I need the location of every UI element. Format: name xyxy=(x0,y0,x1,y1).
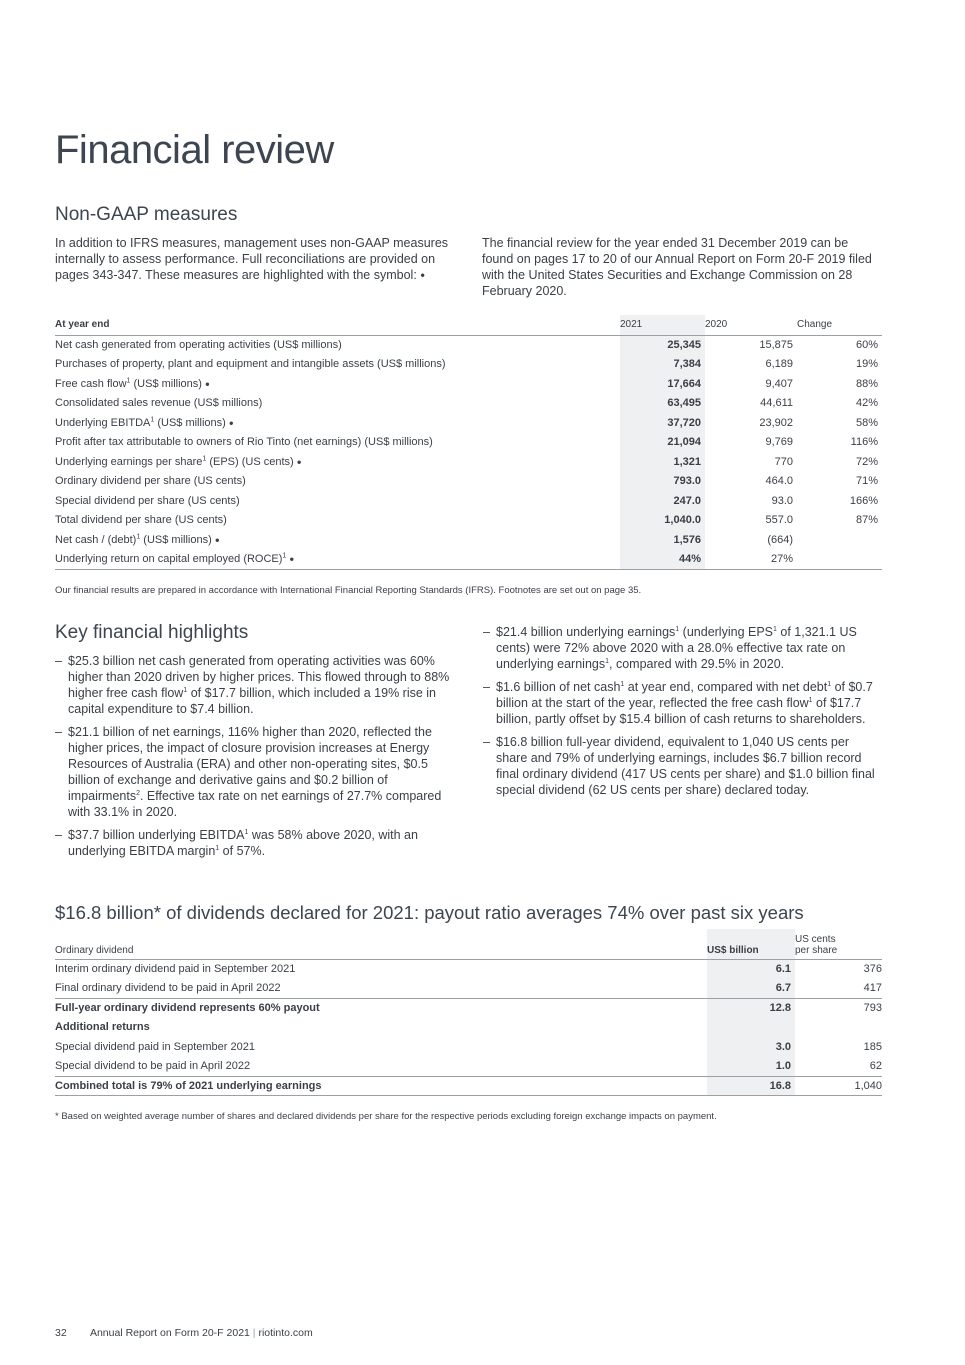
table-row xyxy=(55,335,882,355)
row-label-text: Underlying EBITDA xyxy=(55,416,151,429)
value-2021: 7,384 xyxy=(620,355,705,375)
highlight-text: (underlying EPS xyxy=(679,625,774,639)
dividend-label: Special dividend paid in September 2021 xyxy=(55,1040,255,1053)
value-2021: 44% xyxy=(620,550,705,570)
table-row xyxy=(55,1018,882,1038)
year-end-table xyxy=(55,315,882,570)
row-label-text: Ordinary dividend per share (US cents) xyxy=(55,475,246,488)
dividend-cents: 376 xyxy=(863,963,882,975)
highlight-text: $21.1 billion of net earnings, 116% higher than 2020, reflected the higher prices, the impact of closure provision increases at Energy Resources of Australia (ERA) and other non-operating sites, $0.5 billion of exchange and derivative gains and $0.2 billion of impairments xyxy=(68,725,432,803)
dividend-usd: 6.1 xyxy=(707,959,795,979)
dividend-label: Additional returns xyxy=(55,1021,150,1034)
prior-year-note: The financial review for the year ended 31 December 2019 can be found on pages 17 to 20 of our Annual Report on Form 20-F 2019 filed with the United States Securities and Exchange Commission on 28 February 2020. xyxy=(482,236,872,298)
table-row xyxy=(55,979,882,999)
row-label xyxy=(55,530,620,550)
row-label xyxy=(55,511,620,531)
table-row xyxy=(55,491,882,511)
value-2020: 557.0 xyxy=(765,514,793,527)
footnote-ref: 1 xyxy=(215,844,220,852)
row-label-suffix: (EPS) (US cents) xyxy=(206,455,294,468)
value-2020: 770 xyxy=(774,455,793,468)
highlight-text: at year end, compared with net debt xyxy=(624,680,828,694)
row-label xyxy=(55,491,620,511)
value-2021: 247.0 xyxy=(620,491,705,511)
div-col-header-cents xyxy=(795,929,882,959)
highlights-list-left xyxy=(55,653,455,866)
highlight-text: of 57%. xyxy=(219,844,266,858)
row-label xyxy=(55,335,620,355)
dividends-table xyxy=(55,929,882,1096)
highlight-item xyxy=(55,724,455,820)
value-2020: 9,407 xyxy=(765,377,793,390)
value-2021: 37,720 xyxy=(620,413,705,433)
non-gaap-intro xyxy=(55,235,455,284)
value-change xyxy=(797,550,882,570)
highlight-text: $25.3 billion net cash generated from operating activities was 60% higher than 2020 driven by higher prices. This flowed through to 88% higher free cash flow xyxy=(68,654,450,700)
table-row xyxy=(55,355,882,375)
highlight-item xyxy=(55,653,455,717)
row-label-text: Free cash flow xyxy=(55,377,127,390)
dividend-cents xyxy=(795,1018,882,1038)
page-number: 32 xyxy=(55,1327,67,1339)
value-2020: 9,769 xyxy=(765,436,793,449)
value-2021: 1,576 xyxy=(620,530,705,550)
row-label xyxy=(55,413,620,433)
table-row xyxy=(55,998,882,1018)
value-change: 58% xyxy=(855,416,878,429)
div-col-header-cents-line2: per share xyxy=(795,944,838,956)
value-change: 71% xyxy=(855,475,878,488)
row-label-text: Special dividend per share (US cents) xyxy=(55,494,240,507)
div-col-header-usd: US$ billion xyxy=(707,929,795,959)
dividend-cents: 417 xyxy=(863,982,882,994)
highlight-text: was 58% above 2020, with an underlying EBITDA margin xyxy=(68,828,418,858)
highlight-text: $1.6 billion of net cash xyxy=(496,680,621,694)
table-row xyxy=(55,550,882,570)
row-label xyxy=(55,433,620,453)
dividend-cents: 793 xyxy=(863,1002,882,1014)
value-2020: 27% xyxy=(770,553,793,565)
value-2021: 793.0 xyxy=(620,472,705,492)
value-2020: 93.0 xyxy=(771,494,793,507)
footnote-ref: 1 xyxy=(620,680,625,688)
col-header-2021: 2021 xyxy=(620,315,705,335)
report-name: Annual Report on Form 20-F 2021 xyxy=(89,1327,250,1339)
page-title: Financial review xyxy=(55,128,334,172)
value-2021: 63,495 xyxy=(620,394,705,414)
dividend-usd: 16.8 xyxy=(707,1076,795,1096)
value-change: 60% xyxy=(855,339,878,351)
highlights-list-right xyxy=(483,624,883,805)
non-gaap-intro-text: In addition to IFRS measures, management uses non-GAAP measures internally to assess performance. Full reconciliations are provided on pages 343-347. These measures are highlighted with the symbol: xyxy=(55,236,449,282)
footnote-ref: 1 xyxy=(126,377,131,385)
dividend-cents: 185 xyxy=(863,1040,882,1053)
row-label-text: Net cash generated from operating activities (US$ millions) xyxy=(55,339,342,351)
highlight-text: $16.8 billion full-year dividend, equivalent to 1,040 US cents per share and 79% of underlying earnings, includes $6.7 billion record final ordinary dividend (417 US cents per share) and $1.0 billion final special dividend (62 US cents per share) declared today. xyxy=(496,735,875,797)
value-change: 87% xyxy=(855,514,878,527)
value-2021: 25,345 xyxy=(620,335,705,355)
row-label xyxy=(55,374,620,394)
value-change: 166% xyxy=(849,494,878,507)
highlight-text: of 1,321.1 US cents) were 72% above 2020 with a 28.0% effective tax rate on underlying earnings xyxy=(496,625,857,671)
footnote-ref: 1 xyxy=(773,625,777,633)
footnote-ref: 2 xyxy=(136,789,140,797)
table-row xyxy=(55,1057,882,1077)
site-link[interactable]: riotinto.com xyxy=(258,1327,313,1339)
col-header-2020: 2020 xyxy=(705,319,728,331)
footnote-ref: 1 xyxy=(675,625,680,633)
row-label-text: Net cash / (debt) xyxy=(55,533,137,546)
row-label-text: Profit after tax attributable to owners of Rio Tinto (net earnings) (US$ millions) xyxy=(55,436,433,449)
footnote-ref: 1 xyxy=(605,657,610,665)
row-label-suffix: (US$ millions) xyxy=(154,416,226,429)
ifrs-note: Our financial results are prepared in accordance with International Financial Reporting Standards (IFRS). Footnotes are set out on page 35. xyxy=(55,585,642,596)
div-col-header-cents-line1: US cents xyxy=(795,933,836,945)
dividend-label: Special dividend to be paid in April 2022 xyxy=(55,1060,251,1072)
value-2020: 464.0 xyxy=(765,475,793,488)
table-row xyxy=(55,1076,882,1096)
highlight-text: of $17.7 billion, which included a 19% rise in capital expenditure to $7.4 billion. xyxy=(68,686,437,716)
table-row xyxy=(55,959,882,979)
table-row xyxy=(55,472,882,492)
table-row xyxy=(55,530,882,550)
highlight-text: of $0.7 billion at the start of the year, reflected the free cash flow xyxy=(496,680,873,710)
value-change: 42% xyxy=(855,397,878,410)
footnote-ref: 1 xyxy=(202,455,207,463)
table-row xyxy=(55,511,882,531)
row-label-text: Total dividend per share (US cents) xyxy=(55,514,227,527)
row-label-suffix: (US$ millions) xyxy=(130,377,202,390)
dividend-usd: 3.0 xyxy=(707,1037,795,1057)
page-footer xyxy=(55,1327,313,1339)
value-2020: 15,875 xyxy=(759,339,793,351)
highlights-heading: Key financial highlights xyxy=(55,622,249,643)
dividend-label: Full-year ordinary dividend represents 60% payout xyxy=(55,1002,320,1014)
row-label xyxy=(55,394,620,414)
footnote-ref: 1 xyxy=(808,696,813,704)
value-2020: (664) xyxy=(767,533,793,546)
value-2020: 6,189 xyxy=(765,358,793,371)
dividends-footnote: * Based on weighted average number of shares and declared dividends per share for the respective periods excluding foreign exchange impacts on payment. xyxy=(55,1111,717,1122)
col-header-change: Change xyxy=(797,319,833,331)
non-gaap-symbol-icon: ● xyxy=(289,554,295,564)
value-change: 88% xyxy=(855,377,878,390)
row-label-text: Purchases of property, plant and equipment and intangible assets (US$ millions) xyxy=(55,358,446,371)
highlight-text: $37.7 billion underlying EBITDA xyxy=(68,828,245,842)
dividend-label: Interim ordinary dividend paid in September 2021 xyxy=(55,963,296,975)
dividends-heading: $16.8 billion* of dividends declared for 2021: payout ratio averages 74% over past six years xyxy=(55,902,804,923)
dividend-usd: 6.7 xyxy=(707,979,795,999)
non-gaap-symbol-icon: ● xyxy=(205,379,210,389)
value-change xyxy=(797,530,882,550)
value-2021: 1,040.0 xyxy=(620,511,705,531)
non-gaap-symbol-icon: ● xyxy=(296,457,302,467)
dividend-label: Combined total is 79% of 2021 underlying earnings xyxy=(55,1079,322,1092)
table-row xyxy=(55,433,882,453)
col-header-label: At year end xyxy=(55,319,110,331)
footnote-ref: 1 xyxy=(282,552,287,560)
value-2020: 23,902 xyxy=(759,416,793,429)
non-gaap-heading: Non-GAAP measures xyxy=(55,204,238,225)
value-2021: 21,094 xyxy=(620,433,705,453)
dividend-label: Final ordinary dividend to be paid in April 2022 xyxy=(55,982,281,994)
value-2021: 17,664 xyxy=(620,374,705,394)
value-change: 19% xyxy=(855,358,878,371)
highlight-item xyxy=(483,624,883,672)
footnote-ref: 1 xyxy=(136,533,141,541)
footer-separator: | xyxy=(252,1327,256,1339)
highlight-text: , compared with 29.5% in 2020. xyxy=(609,657,785,671)
footnote-ref: 1 xyxy=(150,416,155,424)
row-label xyxy=(55,550,620,570)
dividend-cents: 1,040 xyxy=(854,1079,882,1092)
row-label xyxy=(55,472,620,492)
value-2020: 44,611 xyxy=(760,397,793,410)
table-row xyxy=(55,452,882,472)
highlight-item xyxy=(55,827,455,859)
row-label-text: Underlying earnings per share xyxy=(55,455,203,468)
row-label xyxy=(55,355,620,375)
non-gaap-symbol-icon: ● xyxy=(228,418,234,428)
row-label-suffix: (US$ millions) xyxy=(140,533,212,546)
row-label-text: Underlying return on capital employed (ROCE) xyxy=(55,553,283,565)
highlight-text: . Effective tax rate on net earnings of 27.7% compared with 33.1% in 2020. xyxy=(68,789,442,819)
value-change: 72% xyxy=(855,455,878,468)
footnote-ref: 1 xyxy=(244,828,249,836)
div-col-header-label: Ordinary dividend xyxy=(55,944,134,956)
non-gaap-symbol-icon: ● xyxy=(214,535,220,545)
dividend-usd: 12.8 xyxy=(707,998,795,1018)
table-row xyxy=(55,413,882,433)
non-gaap-section xyxy=(55,204,237,226)
row-label xyxy=(55,452,620,472)
highlight-text: of $17.7 billion, partly offset by $15.4 billion of cash returns to shareholders. xyxy=(496,696,866,726)
footnote-ref: 1 xyxy=(827,680,832,688)
table-row xyxy=(55,374,882,394)
footnote-ref: 1 xyxy=(183,686,188,694)
value-2021: 1,321 xyxy=(620,452,705,472)
dividend-usd: 1.0 xyxy=(707,1057,795,1077)
table-row xyxy=(55,394,882,414)
highlight-text: $21.4 billion underlying earnings xyxy=(496,625,676,639)
dividend-cents: 62 xyxy=(869,1060,882,1072)
table-row xyxy=(55,1037,882,1057)
highlight-item xyxy=(483,734,883,798)
dividend-usd xyxy=(707,1018,795,1038)
value-change: 116% xyxy=(850,436,878,449)
non-gaap-symbol-icon: ● xyxy=(420,270,426,280)
row-label-text: Consolidated sales revenue (US$ millions) xyxy=(55,397,263,410)
highlight-item xyxy=(483,679,883,727)
